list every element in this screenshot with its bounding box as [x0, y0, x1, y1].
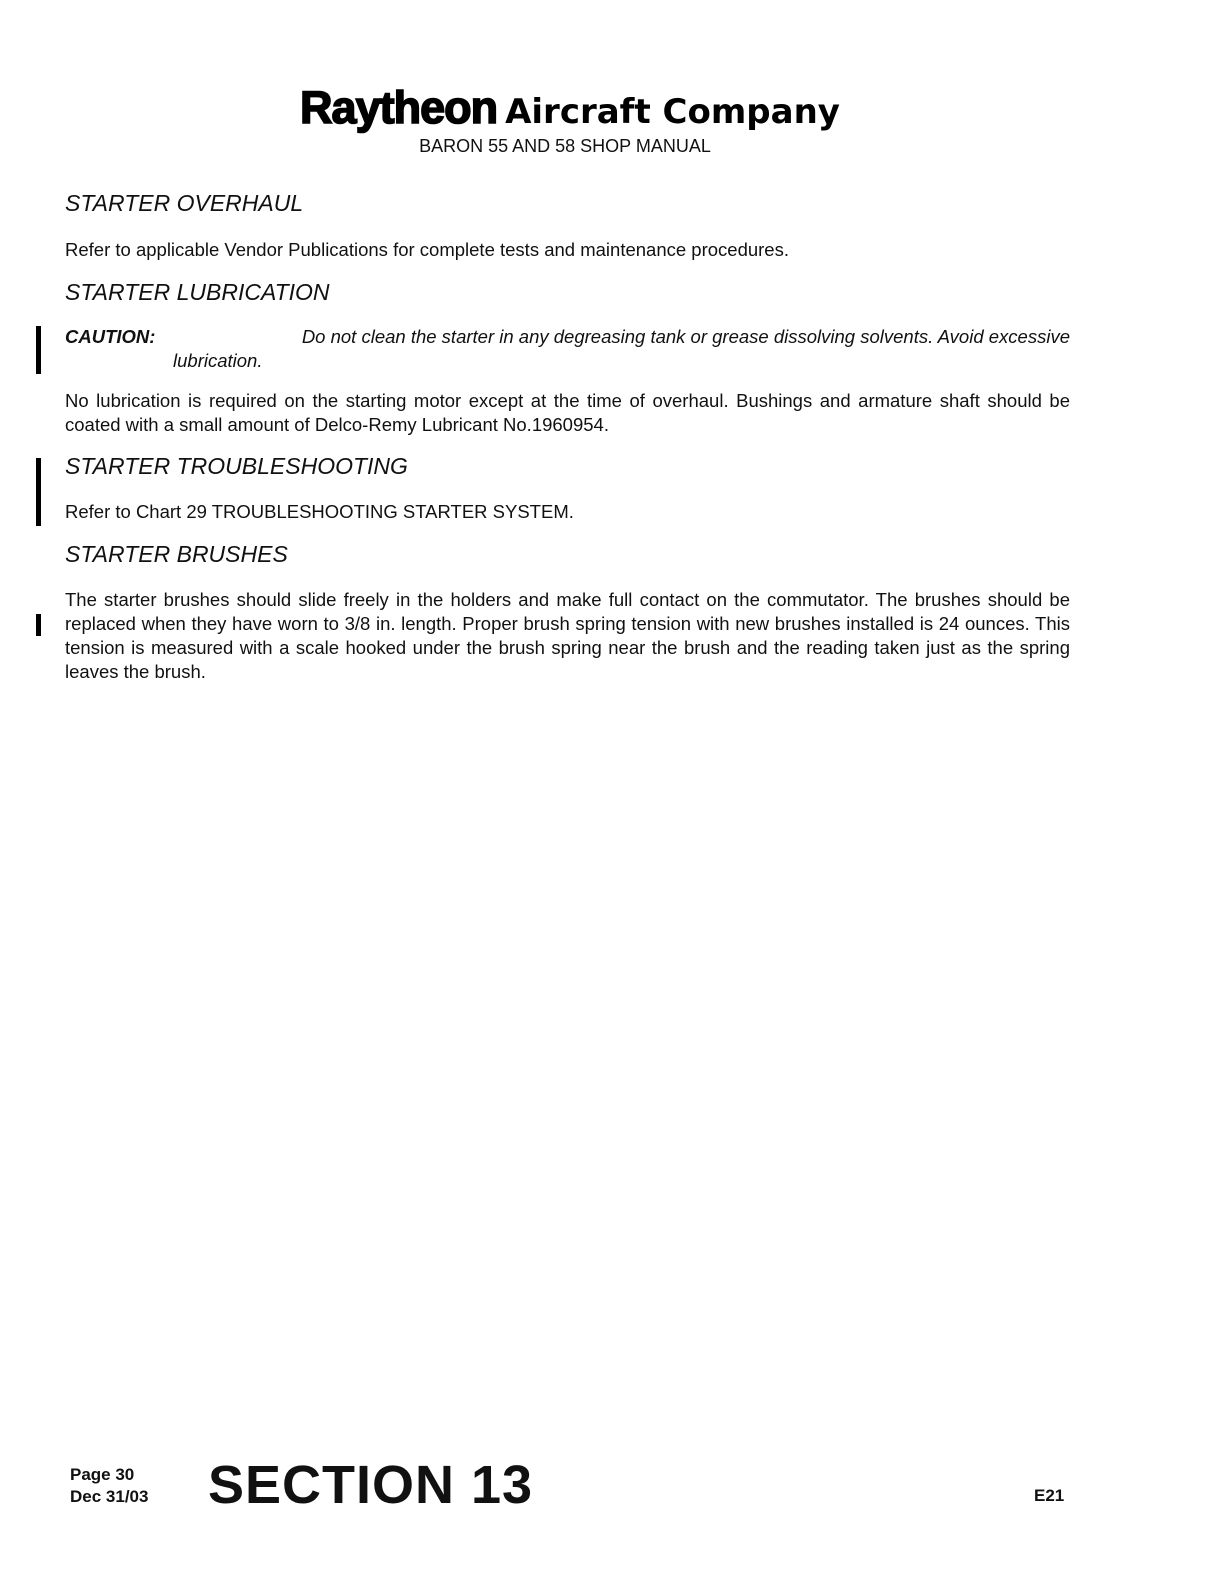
revision-bar [36, 614, 41, 636]
section-title: SECTION 13 [208, 1455, 534, 1515]
page-date: Dec 31/03 [70, 1487, 149, 1506]
brushes-text: The starter brushes should slide freely in the holders and make full contact on the commutator. The brushes should be replaced when they have worn to 3/8 in. length. Proper brush spring tension with new brushes installed is 24 ounces. This tension is measured with a scale hooked under the brush spring near the brush and the reading taken just as the spring leaves the brush. [65, 589, 1070, 682]
heading-starter-overhaul: STARTER OVERHAUL [65, 190, 304, 216]
company-logo [0, 82, 1140, 134]
revision-bar [36, 326, 41, 374]
revision-bar [36, 458, 41, 526]
page-info [70, 1464, 148, 1508]
caution-label: CAUTION: [65, 326, 156, 347]
caution-line2: lubrication. [173, 350, 263, 371]
page-code: E21 [1034, 1486, 1065, 1505]
page-number: Page 30 [70, 1465, 135, 1484]
lubrication-text: No lubrication is required on the starting motor except at the time of overhaul. Bushings and armature shaft should be coated with a small amount of Delco-Remy Lubricant No.1960954. [65, 390, 1070, 435]
troubleshooting-text: Refer to Chart 29 TROUBLESHOOTING STARTER SYSTEM. [65, 501, 574, 522]
overhaul-text: Refer to applicable Vendor Publications for complete tests and maintenance procedures. [65, 239, 789, 260]
caution-line1: Do not clean the starter in any degreasing tank or grease dissolving solvents. Avoid excessive [301, 326, 1070, 347]
heading-starter-lubrication: STARTER LUBRICATION [65, 279, 330, 305]
company-name: Aircraft Company [505, 92, 840, 132]
caution-note [65, 325, 1070, 373]
heading-starter-brushes: STARTER BRUSHES [65, 541, 288, 567]
heading-starter-troubleshooting: STARTER TROUBLESHOOTING [65, 453, 408, 479]
manual-title: BARON 55 AND 58 SHOP MANUAL [419, 136, 711, 156]
brand-name: Raytheon [300, 82, 498, 133]
